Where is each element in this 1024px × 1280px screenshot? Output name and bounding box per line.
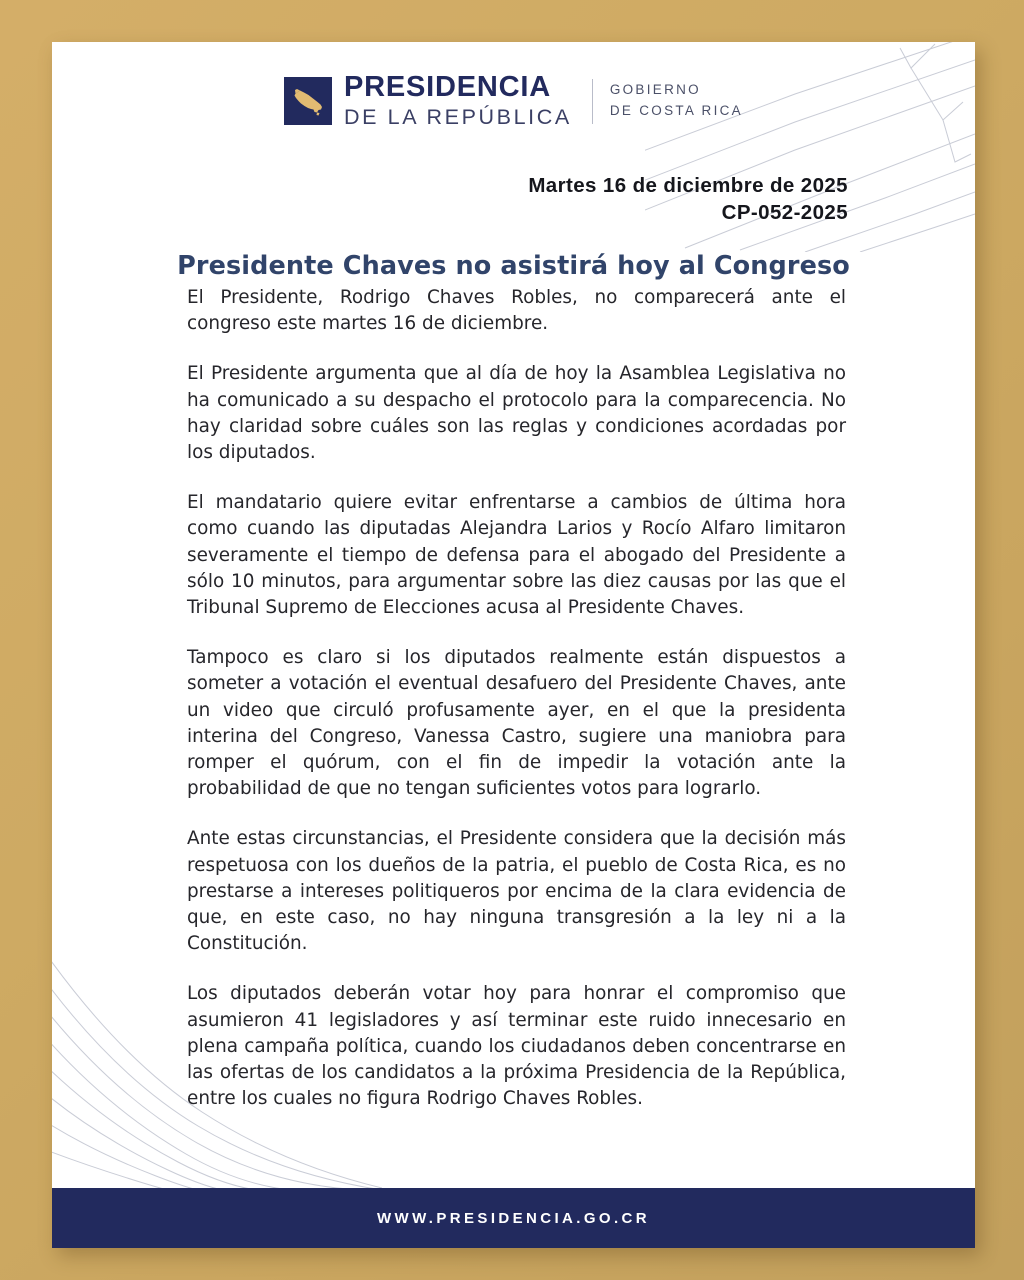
- wordmark: [344, 73, 572, 129]
- lockup-divider: [592, 79, 593, 124]
- footer-bar: [52, 1188, 975, 1248]
- wordmark-secondary: DE LA REPÚBLICA: [344, 104, 572, 129]
- wordmark-primary: PRESIDENCIA: [344, 71, 552, 103]
- release-meta: [528, 172, 848, 227]
- brand-lockup: [52, 73, 975, 129]
- body-copy: [187, 285, 846, 1112]
- paragraph: Ante estas circunstancias, el Presidente considera que la decisión más respetuosa con los dueños de la patria, el pueblo de Costa Rica, es no prestarse a intereses politiqueros por encima de la clara evidencia de que, en este caso, no hay ninguna transgresión a la ley ni a la Constitución.: [187, 828, 846, 955]
- govmark-line-2: DE COSTA RICA: [609, 103, 743, 119]
- page-title: Presidente Chaves no asistirá hoy al Congreso: [177, 251, 850, 282]
- press-release-sheet: [52, 42, 975, 1248]
- govmark-line-1: GOBIERNO: [609, 82, 701, 98]
- footer-website-url[interactable]: WWW.PRESIDENCIA.GO.CR: [376, 1209, 651, 1227]
- paragraph: Los diputados deberán votar hoy para honrar el compromiso que asumieron 41 legisladores y así terminar este ruido innecesario en plena campaña política, cuando los ciudadanos deben concentrarse en las ofertas de los candidatos a la próxima Presidencia de la República, entre los cuales no figura Rodrigo Chaves Robles.: [187, 983, 846, 1110]
- release-code: CP-052-2025: [721, 201, 848, 225]
- paragraph: Tampoco es claro si los diputados realmente están dispuestos a someter a votación el eventual desafuero del Presidente Chaves, ante un video que circuló profusamente ayer, en el que la presidenta interina del Congreso, Vanessa Castro, sugiere una maniobra para romper el quórum, con el fin de impedir la votación ante la probabilidad de que no tengan suficientes votos para lograrlo.: [187, 647, 846, 800]
- government-mark: [610, 80, 743, 122]
- costa-rica-map-icon: [284, 77, 332, 125]
- paragraph: El Presidente, Rodrigo Chaves Robles, no comparecerá ante el congreso este martes 16 de diciembre.: [187, 287, 846, 335]
- paragraph: El mandatario quiere evitar enfrentarse a cambios de última hora como cuando las diputadas Alejandra Larios y Rocío Alfaro limitaron severamente el tiempo de defensa para el abogado del Presidente a sólo 10 minutos, para argumentar sobre las diez causas por las que el Tribunal Supremo de Elecciones acusa al Presidente Chaves.: [187, 492, 846, 619]
- paragraph: El Presidente argumenta que al día de hoy la Asamblea Legislativa no ha comunicado a su despacho el protocolo para la comparecencia. No hay claridad sobre cuáles son las reglas y condiciones acordadas por los diputados.: [187, 363, 846, 464]
- release-date: Martes 16 de diciembre de 2025: [528, 174, 848, 197]
